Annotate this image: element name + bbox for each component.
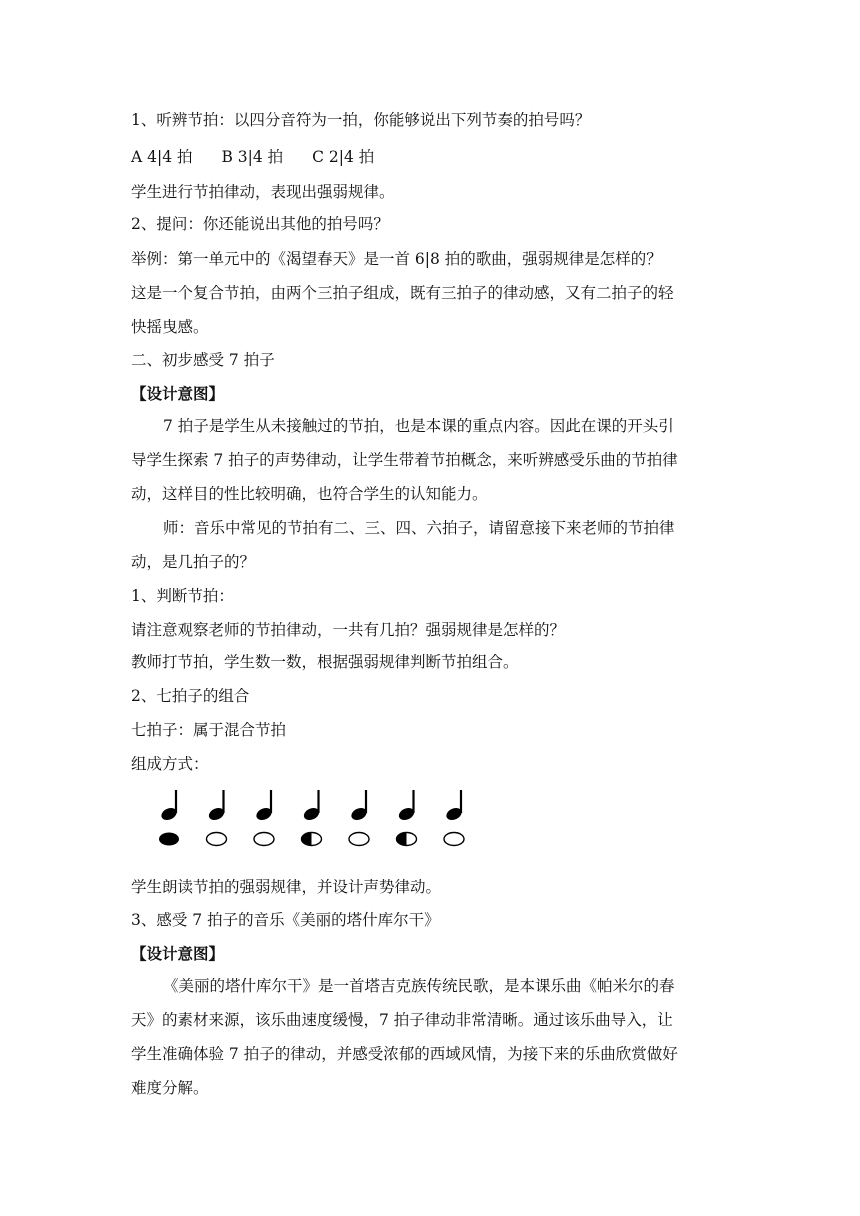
paragraph: 这是一个复合节拍，由两个三拍子组成，既有三拍子的律动感，又有二拍子的轻 bbox=[131, 284, 674, 302]
paragraph: 导学生探索 7 拍子的声势律动，让学生带着节拍概念，来听辨感受乐曲的节拍律 bbox=[131, 451, 678, 469]
paragraph: 学生朗读节拍的强弱规律，并设计声势律动。 bbox=[131, 878, 442, 896]
paragraph: 快摇曳感。 bbox=[131, 318, 209, 336]
medium-beat-half-fill bbox=[397, 833, 407, 846]
step-heading: 2、七拍子的组合 bbox=[131, 687, 250, 705]
seven-beat-pattern-figure bbox=[155, 788, 475, 850]
section-heading: 二、初步感受 7 拍子 bbox=[131, 351, 275, 369]
answer-options bbox=[131, 147, 741, 167]
paragraph: 动，这样目的性比较明确，也符合学生的认知能力。 bbox=[131, 485, 488, 503]
paragraph: 7 拍子是学生从未接触过的节拍，也是本课的重点内容。因此在课的开头引 bbox=[163, 417, 674, 435]
option-c: C 2|4 拍 bbox=[312, 148, 375, 166]
weak-beat-marker bbox=[349, 833, 369, 846]
paragraph: 难度分解。 bbox=[131, 1079, 209, 1097]
option-b: B 3|4 拍 bbox=[221, 148, 284, 166]
paragraph: 动，是几拍子的？ bbox=[131, 553, 256, 571]
weak-beat-marker bbox=[444, 833, 464, 846]
weak-beat-marker bbox=[207, 833, 227, 846]
paragraph: 教师打节拍，学生数一数，根据强弱规律判断节拍组合。 bbox=[131, 653, 519, 671]
paragraph: 学生准确体验 7 拍子的律动，并感受浓郁的西域风情，为接下来的乐曲欣赏做好 bbox=[131, 1045, 678, 1063]
option-a: A 4|4 拍 bbox=[131, 148, 193, 166]
paragraph: 七拍子：属于混合节拍 bbox=[131, 721, 287, 739]
paragraph: 师：音乐中常见的节拍有二、三、四、六拍子，请留意接下来老师的节拍律 bbox=[163, 519, 675, 537]
paragraph: 天》的素材来源，该乐曲速度缓慢，7 拍子律动非常清晰。通过该乐曲导入，让 bbox=[131, 1011, 673, 1029]
question-2: 2、提问：你还能说出其他的拍号吗？ bbox=[131, 215, 389, 233]
medium-beat-half-fill bbox=[302, 833, 312, 846]
weak-beat-marker bbox=[254, 833, 274, 846]
paragraph: 请注意观察老师的节拍律动，一共有几拍？强弱规律是怎样的？ bbox=[131, 621, 566, 639]
strong-beat-marker bbox=[159, 833, 179, 846]
design-intent-heading: 【设计意图】 bbox=[131, 944, 225, 963]
design-intent-heading: 【设计意图】 bbox=[131, 384, 225, 403]
paragraph: 《美丽的塔什库尔干》是一首塔吉克族传统民歌，是本课乐曲《帕米尔的春 bbox=[163, 977, 675, 995]
paragraph: 举例：第一单元中的《渴望春天》是一首 6|8 拍的歌曲，强弱规律是怎样的？ bbox=[131, 250, 662, 268]
step-heading: 3、感受 7 拍子的音乐《美丽的塔什库尔干》 bbox=[131, 911, 440, 929]
paragraph: 组成方式： bbox=[131, 755, 209, 773]
step-heading: 1、判断节拍： bbox=[131, 587, 234, 605]
question-1: 1、听辨节拍：以四分音符为一拍，你能够说出下列节奏的拍号吗？ bbox=[131, 111, 591, 129]
paragraph: 学生进行节拍律动，表现出强弱规律。 bbox=[131, 183, 395, 201]
